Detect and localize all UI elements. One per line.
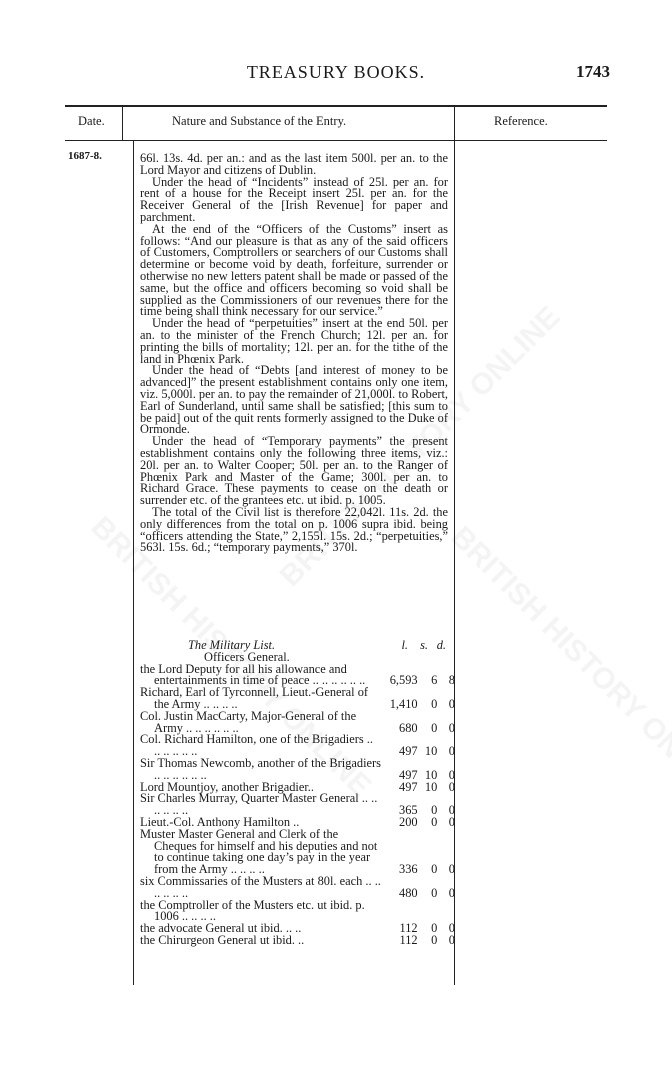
amount-shillings: 10 — [424, 767, 438, 782]
amount-pence: 0 — [448, 885, 455, 900]
amount-pounds: 6,593 — [389, 673, 418, 688]
amount-shillings: 6 — [431, 673, 438, 688]
amount-shillings: 0 — [431, 921, 438, 936]
military-list-subheading: Officers General. — [204, 649, 290, 664]
military-rows — [140, 661, 455, 947]
row-description: the Comptroller of the Musters etc. ut ibid. p. 1006 .. .. .. .. — [140, 897, 365, 924]
row-description: the Chirurgeon General ut ibid. .. — [140, 932, 305, 947]
column-shillings: s. — [420, 638, 428, 652]
amount-shillings: 10 — [424, 779, 438, 794]
table-row — [140, 873, 455, 900]
column-pence: d. — [436, 638, 446, 652]
table-row — [140, 661, 455, 688]
paragraph: Under the head of “Debts [and interest of money to be advanced]” the present establishment contains only one item, viz. 5,000l. per an. to pay the remainder of 21,000l. to Robert, Earl of Sunderland, until same shall be satisfied; [this sum to be paid] out of the quit rents formerly assigned to the Duke of Ormonde. — [140, 363, 448, 437]
row-description: six Commissaries of the Musters at 80l. each .. .. .. .. .. .. — [140, 873, 381, 900]
amount-pounds: 497 — [399, 744, 418, 759]
column-pounds: l. — [401, 638, 408, 652]
table-header-rule — [65, 140, 607, 141]
amount-pounds: 365 — [399, 803, 418, 818]
row-description: Muster Master General and Clerk of the Cheques for himself and his deputies and not to continue taking one day’s pay in the year from the Army .. .. .. .. — [140, 826, 378, 877]
amount-shillings: 10 — [424, 744, 438, 759]
row-description: Sir Thomas Newcomb, another of the Brigadiers .. .. .. .. .. .. — [140, 755, 381, 782]
amount-pence: 0 — [448, 767, 455, 782]
amount-pence: 0 — [448, 932, 455, 947]
amount-pounds: 112 — [399, 921, 418, 936]
amount-pence: 0 — [448, 696, 455, 711]
amount-pounds: 336 — [399, 862, 418, 877]
amount-shillings: 0 — [431, 720, 438, 735]
entry-date: 1687-8. — [68, 150, 102, 162]
military-list-heading: The Military List. — [188, 638, 276, 652]
entry-text — [140, 153, 448, 554]
table-row — [140, 932, 455, 947]
military-list — [140, 640, 455, 947]
paragraph: 66l. 13s. 4d. per an.: and as the last item 500l. per an. to the Lord Mayor and citizens of Dublin. — [140, 151, 448, 177]
amount-pounds: 480 — [399, 885, 418, 900]
paragraph: Under the head of “Temporary payments” the present establishment contains only the following three items, viz.: 20l. per an. to Walter Cooper; 50l. per an. to the Ranger of Phœnix Park and Master of the Game; 300l. per an. to Richard Grace. These payments to cease on the death or surrender etc. of the grantees etc. ut ibid. p. 1005. — [140, 434, 448, 508]
amount-shillings: 0 — [431, 814, 438, 829]
amount-pence: 0 — [448, 921, 455, 936]
amount-pence: 0 — [448, 744, 455, 759]
table-row — [140, 897, 455, 924]
amount-pence: 0 — [448, 803, 455, 818]
table-row — [140, 734, 455, 758]
amount-pounds: 1,410 — [389, 696, 418, 711]
row-description: Col. Justin MacCarty, Major-General of the Army .. .. .. .. .. .. — [140, 708, 357, 735]
column-header-nature: Nature and Substance of the Entry. — [172, 114, 347, 128]
column-header-date: Date. — [78, 114, 105, 128]
row-description: the Lord Deputy for all his allowance and entertainments in time of peace .. .. .. .. .. .. — [140, 661, 366, 688]
column-divider — [133, 140, 134, 985]
amount-shillings: 0 — [431, 932, 438, 947]
amount-pounds: 497 — [399, 779, 418, 794]
running-title: TREASURY BOOKS. — [246, 62, 426, 82]
table-row — [140, 687, 455, 711]
column-header-reference: Reference. — [494, 114, 548, 128]
amount-pence: 0 — [448, 814, 455, 829]
amount-pounds: 112 — [399, 932, 418, 947]
row-description: the advocate General ut ibid. .. .. — [140, 921, 302, 936]
amount-pence: 8 — [448, 673, 455, 688]
amount-shillings: 0 — [431, 862, 438, 877]
military-list-heading-row — [140, 640, 455, 652]
amount-shillings: 0 — [431, 885, 438, 900]
row-description: Sir Charles Murray, Quarter Master General .. .. .. .. .. .. — [140, 791, 378, 818]
amount-pence: 0 — [448, 862, 455, 877]
paragraph: Under the head of “Incidents” instead of 25l. per an. for rent of a house for the Receipt insert 25l. per an. for the Receiver General of the [Irish Revenue] for paper and parchment. — [140, 174, 448, 224]
amount-pence: 0 — [448, 779, 455, 794]
page-header — [0, 62, 672, 86]
row-description: Lieut.-Col. Anthony Hamilton .. — [140, 814, 300, 829]
row-description: Lord Mountjoy, another Brigadier.. — [140, 779, 315, 794]
column-divider — [122, 105, 123, 141]
amount-shillings: 0 — [431, 696, 438, 711]
amount-pounds: 680 — [399, 720, 418, 735]
row-description: Richard, Earl of Tyrconnell, Lieut.-General of the Army .. .. .. .. — [140, 685, 369, 711]
table-row — [140, 793, 455, 817]
amount-pounds: 497 — [399, 767, 418, 782]
paragraph: Under the head of “perpetuities” insert at the end 50l. per an. to the minister of the French Church; 12l. per an. for printing the bills of mortality; 12l. per an. for the tithe of the land in Phœnix Park. — [140, 316, 448, 366]
page-number: 1743 — [576, 62, 610, 81]
amount-pounds: 200 — [399, 814, 418, 829]
row-description: Col. Richard Hamilton, one of the Brigadiers .. .. .. .. .. .. — [140, 732, 373, 759]
paragraph: The total of the Civil list is therefore 22,042l. 11s. 2d. the only differences from the total on p. 1006 supra ibid. being “officers attending the State,” 2,155l. 15s. 2d.; “perpetuities,” 563l. 15s. 6d.; “temporary payments,” 370l. — [140, 504, 448, 555]
table-row — [140, 755, 455, 782]
paragraph: At the end of the “Officers of the Customs” insert as follows: “And our pleasure is that as any of the said officers of Customers, Comptrollers or searchers of our Customs shall determine or become void by death, forfeiture, surrender or otherwise no new letters patent shall be made or passed of the same, but the office and officers becoming so void shall be supplied as the Commissioners of our revenues there for the time being shall think necessary for our service.” — [140, 221, 448, 319]
table-top-rule — [65, 105, 607, 107]
table-row — [140, 708, 455, 735]
table-row — [140, 826, 455, 877]
amount-pence: 0 — [448, 720, 455, 735]
watermark-text — [444, 520, 672, 814]
amount-shillings: 0 — [431, 803, 438, 818]
